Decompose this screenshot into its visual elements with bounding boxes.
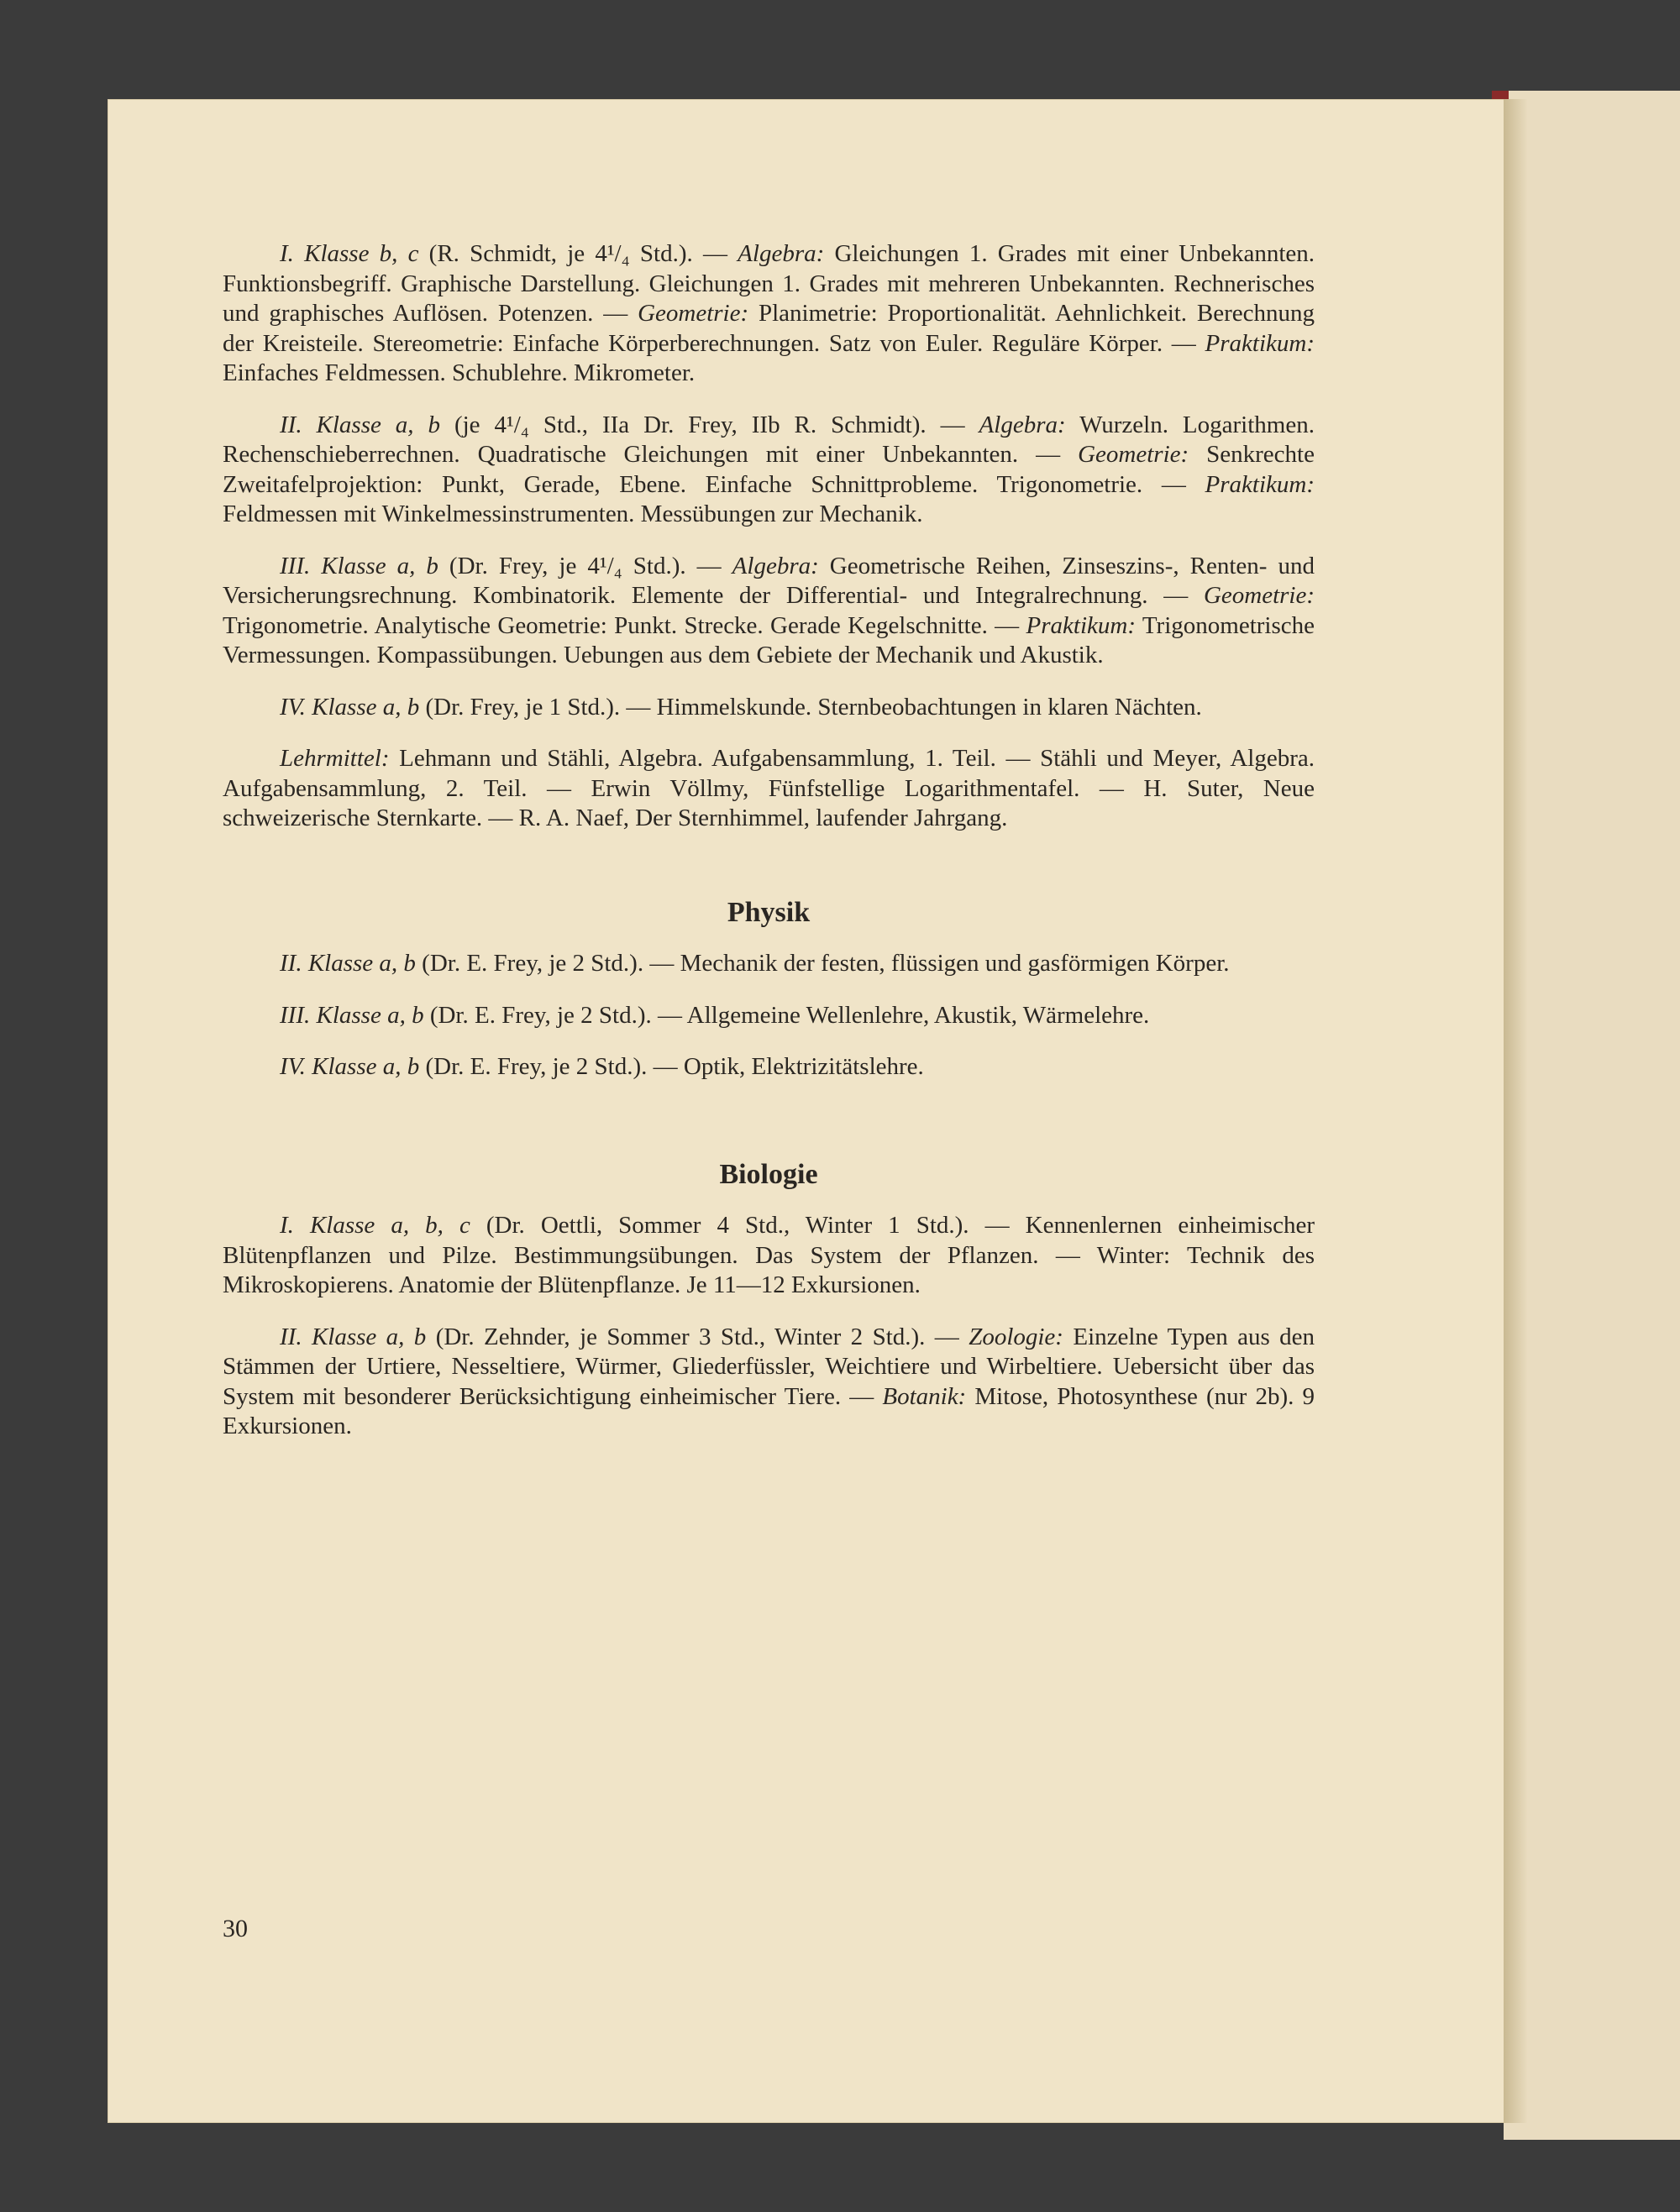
subject-text: Geometrische Reihen, Zinseszins-, Renten- und Versicherungsrechnung. Kombinatorik. Elemente der Differential- und Integralrechnung. — (223, 552, 1315, 609)
class-info: (Dr. Frey, je 4¹/₄ Std.). — (438, 552, 732, 579)
subject-text: Einzelne Typen aus den Stämmen der Urtiere, Nesseltiere, Würmer, Gliederfüssler, Weichtiere und Wirbeltiere. Uebersicht über das System mit besonderer Berücksichtigung einheimischer Tiere. — (223, 1323, 1315, 1410)
class-label: III. Klasse a, b (280, 552, 438, 579)
subject-text: Senkrechte Zweitafelprojektion: Punkt, Gerade, Ebene. Einfache Schnittprobleme. Trigonometrie. — (223, 441, 1315, 498)
subject-text: Feldmessen mit Winkelmessinstrumenten. Messübungen zur Mechanik. (223, 501, 923, 527)
subject-text: Trigonometrie. Analytische Geometrie: Punkt. Strecke. Gerade Kegelschnitte. — (223, 611, 1026, 639)
section-heading-physik: Physik (727, 896, 811, 928)
class-label: II. Klasse a, b (280, 950, 416, 977)
lehrmittel (223, 744, 1315, 834)
subject-label: Praktikum: (1205, 470, 1315, 498)
class-info: (Dr. E. Frey, je 2 Std.). — Optik, Elektrizitätslehre. (419, 1053, 924, 1080)
subject-label: Botanik: (882, 1382, 967, 1410)
class-label: IV. Klasse a, b (280, 1053, 420, 1080)
lehrmittel-text: Lehmann und Stähli, Algebra. Aufgabensammlung, 1. Teil. — Stähli und Meyer, Algebra. Aufgabensammlung, 2. Teil. — Erwin Völlmy, Fünfstellige Logarithmentafel. — H. Suter, Neue schweizerische Sternkarte. — R. A. Naef, Der Sternhimmel, laufender Jahrgang. (223, 745, 1315, 831)
class-info: (Dr. Oettli, Sommer 4 Std., Winter 1 Std.). — Kennenlernen einheimischer Blütenpflanzen und Pilze. Bestimmungsübungen. Das System der Pflanzen. — Winter: Technik des Mikroskopierens. Anatomie der Blütenpflanze. Je 11—12 Exkursionen. (223, 1212, 1315, 1298)
lehrmittel-label: Lehrmittel: (280, 745, 390, 772)
subject-label: Algebra: (738, 240, 825, 267)
subject-label: Geometrie: (638, 300, 749, 327)
class-info: (Dr. E. Frey, je 2 Std.). — Allgemeine Wellenlehre, Akustik, Wärmelehre. (423, 1001, 1150, 1029)
subject-label: Praktikum: (1026, 611, 1137, 639)
subject-label: Zoologie: (969, 1323, 1063, 1350)
biologie-class-1 (223, 1211, 1315, 1301)
class-label: II. Klasse a, b (280, 1323, 427, 1350)
class-label: III. Klasse a, b (280, 1001, 424, 1029)
subject-text: Trigonometrische Vermessungen. Kompassübungen. Uebungen aus dem Gebiete der Mechanik und Akustik. (223, 611, 1315, 668)
page-number: 30 (223, 1915, 248, 1942)
physik-class-3 (223, 1001, 1315, 1031)
subject-text: Einfaches Feldmessen. Schublehre. Mikrometer. (223, 359, 696, 386)
class-info: (Dr. E. Frey, je 2 Std.). — Mechanik der festen, flüssigen und gasförmigen Körper. (415, 950, 1230, 977)
page-gutter-shadow (1504, 99, 1527, 2123)
subject-text: Planimetrie: Proportionalität. Aehnlichkeit. Berechnung der Kreisteile. Stereometrie: Einfache Körperberechnungen. Satz von Euler. Reguläre Körper. — (223, 300, 1315, 357)
subject-label: Praktikum: (1205, 329, 1315, 357)
math-class-3 (223, 552, 1315, 671)
subject-label: Algebra: (732, 552, 819, 579)
class-label: I. Klasse b, c (280, 240, 419, 267)
biologie-class-2 (223, 1323, 1315, 1442)
next-page-edge (1504, 91, 1680, 2140)
math-class-2 (223, 411, 1315, 530)
physik-class-4 (223, 1052, 1315, 1082)
class-info: (Dr. Zehnder, je Sommer 3 Std., Winter 2 Std.). — (426, 1323, 969, 1350)
physik-class-2 (223, 949, 1315, 979)
subject-text: Gleichungen 1. Grades mit einer Unbekannten. Funktionsbegriff. Graphische Darstellung. Gleichungen 1. Grades mit mehreren Unbekannten. Rechnerisches und graphisches Auflösen. Potenzen. — (223, 240, 1315, 327)
class-info: (je 4¹/₄ Std., IIa Dr. Frey, IIb R. Schmidt). — (440, 411, 979, 438)
subject-label: Algebra: (979, 411, 1066, 438)
subject-label: Geometrie: (1078, 441, 1189, 468)
subject-text: Wurzeln. Logarithmen. Rechenschieberrechnen. Quadratische Gleichungen mit einer Unbekannten. — (223, 411, 1315, 468)
section-heading-biologie: Biologie (719, 1158, 818, 1190)
class-label: I. Klasse a, b, c (280, 1212, 470, 1239)
math-class-4 (223, 693, 1315, 723)
subject-text: Mitose, Photosynthese (nur 2b). 9 Exkursionen. (223, 1382, 1315, 1439)
class-label: II. Klasse a, b (280, 411, 441, 438)
class-info: (R. Schmidt, je 4¹/₄ Std.). — (418, 240, 738, 267)
math-class-1 (223, 239, 1315, 389)
class-label: IV. Klasse a, b (280, 693, 420, 721)
page-content (223, 239, 1315, 1464)
subject-label: Geometrie: (1203, 582, 1315, 609)
class-info: (Dr. Frey, je 1 Std.). — Himmelskunde. Sternbeobachtungen in klaren Nächten. (419, 693, 1202, 721)
